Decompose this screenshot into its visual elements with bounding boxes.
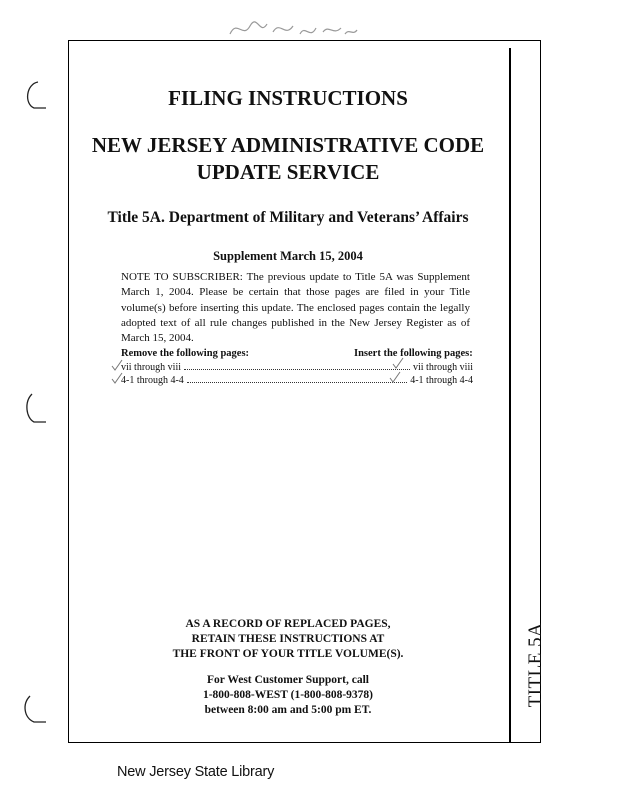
checkmark-icon <box>391 356 405 370</box>
record-line: RETAIN THESE INSTRUCTIONS AT <box>191 633 385 645</box>
remove-pages-header: Remove the following pages: <box>121 348 250 359</box>
checkmark-icon <box>110 358 124 372</box>
remove-pages: vii through viii <box>121 362 181 373</box>
title-tab <box>525 622 547 710</box>
customer-support <box>68 673 508 718</box>
support-line: For West Customer Support, call <box>207 674 369 686</box>
insert-pages: vii through viii <box>413 362 473 373</box>
tab-label: TITLE 5A <box>525 622 546 708</box>
record-line: THE FRONT OF YOUR TITLE VOLUME(S). <box>172 648 404 660</box>
dot-leader <box>184 361 410 370</box>
checkmark-icon <box>388 370 402 384</box>
support-phone: 1-800-808-WEST (1-800-808-9378) <box>202 689 374 701</box>
binder-hole-icon <box>20 692 50 728</box>
title-subtitle: Title 5A. Department of Military and Veterans’ Affairs <box>107 209 469 226</box>
binder-hole-icon <box>20 392 50 428</box>
dot-leader <box>187 374 407 383</box>
subscriber-note: NOTE TO SUBSCRIBER: The previous update to Title 5A was Supplement March 1, 2004. Please be certain that those pages are filed in your Title volume(s) before inserting this update. The enclosed pages contain the legally adopted text of all rule changes published in the New Jersey Register as of March 15, 2004. <box>121 271 470 345</box>
binder-hole-icon <box>20 78 50 114</box>
checkmark-icon <box>110 371 124 385</box>
supplement-date: Supplement March 15, 2004 <box>213 249 363 263</box>
insert-pages: 4-1 through 4-4 <box>410 375 473 386</box>
support-hours: between 8:00 am and 5:00 pm ET. <box>204 704 372 716</box>
service-title-line2: UPDATE SERVICE <box>196 160 380 184</box>
page-row <box>121 374 473 386</box>
tab-divider <box>509 48 511 743</box>
insert-pages-header: Insert the following pages: <box>354 348 473 359</box>
remove-pages: 4-1 through 4-4 <box>121 375 184 386</box>
page-row <box>121 361 473 373</box>
service-title-line1: NEW JERSEY ADMINISTRATIVE CODE <box>91 133 485 157</box>
library-stamp: New Jersey State Library <box>117 764 275 780</box>
page-title: FILING INSTRUCTIONS <box>168 86 408 110</box>
record-instructions <box>68 617 508 662</box>
record-line: AS A RECORD OF REPLACED PAGES, <box>185 618 391 630</box>
